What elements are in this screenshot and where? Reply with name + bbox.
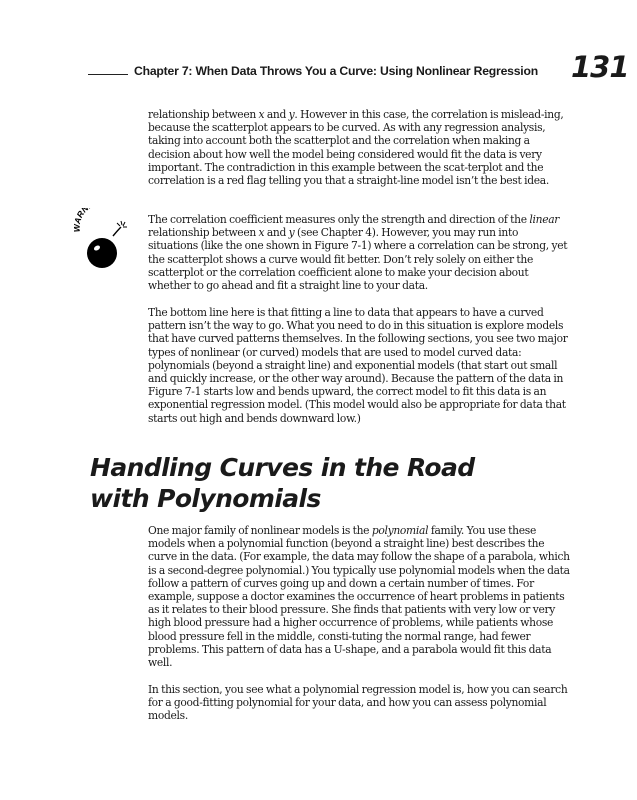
paragraph-3: The bottom line here is that fitting a line to data that appears to have a curved pattern isn’t the way to go. What you need to do in this situation is explore models that have curved patterns themselves. In the following sections, you see two major types of nonlinear (or curved) models that are used to model curved data: polynomials (beyond a straight line) and exponential models (that start out small and quickly increase, or the other way around). Because the pattern of the data in Figure 7-1 starts low and bends upward, the correct model to fit this data is an exponential regression model. (This model would also be appropriate for data that starts out high and bends downward low.)	[148, 306, 568, 425]
page-number: 131	[571, 50, 629, 84]
paragraph-5: In this section, you see what a polynomial regression model is, how you can search for a good-fitting polynomial for your data, and how you can assess polynomial models.	[148, 683, 568, 723]
paragraph-1: relationship between x and y. However in this case, the correlation is mislead-ing, because the scatterplot appears to be curved. As with any regression analysis, taking into account both the scatterplot and the correlation when making a decision about how well the model being considered would fit the data is very important. The contradiction in this example between the scat-terplot and the correlation is a red flag telling you that a straight-line model isn’t the best idea.	[148, 108, 564, 188]
paragraph-2: The correlation coefficient measures only the strength and direction of the linear relationship between x and y (see Chapter 4). However, you may run into situations (like the one shown in Figure 7-1) where a correlation can be strong, yet the scatterplot shows a curve would fit better. Don’t rely solely on either the scatterplot or the correlation coefficient alone to make your decision about whether to go ahead and fit a straight line to your data.	[148, 213, 568, 293]
warning-bomb-icon	[74, 208, 136, 270]
header-rule	[88, 74, 128, 75]
paragraph-4: One major family of nonlinear models is the polynomial family. You use these models when a polynomial function (beyond a straight line) best describes the curve in the data. (For example, the data may follow the shape of a parabola, which is a second-degree polynomial.) You typically use polynomial models when the data follow a pattern of curves going up and down a certain number of times. For example, suppose a doctor examines the occurrence of heart problems in patients as it relates to their blood pressure. She finds that patients with very low or very high blood pressure had a higher occurrence of problems, while patients whose blood pressure fell in the middle, consti-tuting the normal range, had fewer problems. This pattern of data has a U-shape, and a parabola would fit this data well.	[148, 524, 570, 670]
warning-label: RN	[74, 208, 91, 220]
section-heading: Handling Curves in the Road with Polynomials	[90, 453, 475, 513]
running-header: Chapter 7: When Data Throws You a Curve: Using Nonlinear Regression	[134, 64, 538, 78]
